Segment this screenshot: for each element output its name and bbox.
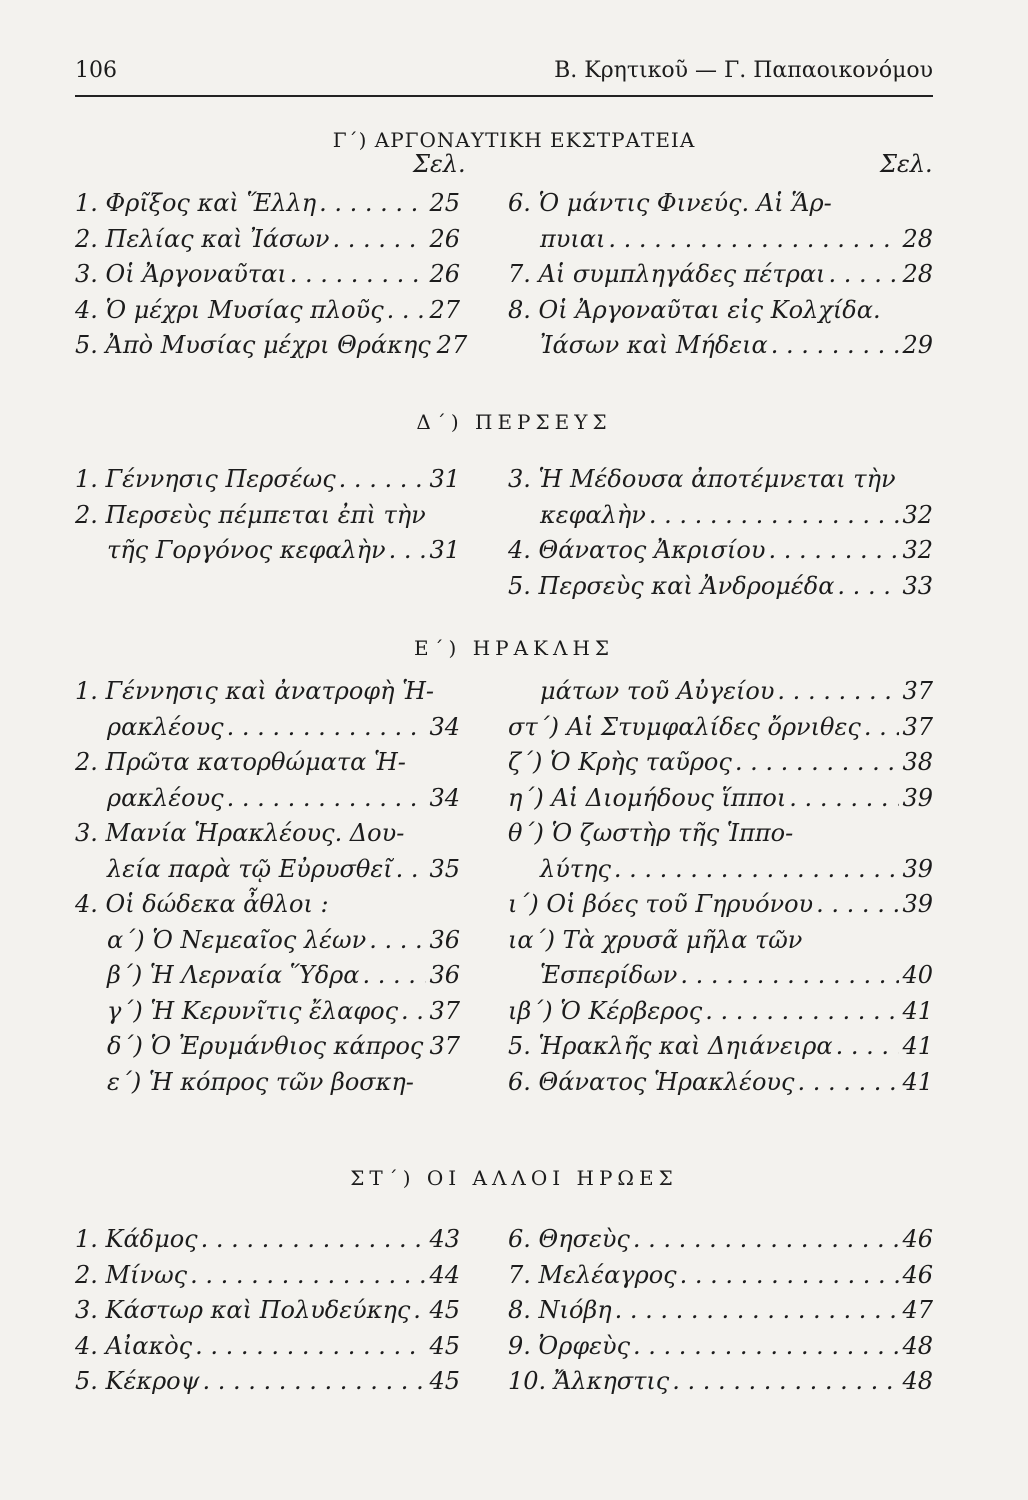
toc-entry-page-number: 32 (902, 536, 933, 564)
toc-entry-page-number: 48 (902, 1331, 933, 1360)
dot-leader (227, 781, 427, 817)
toc-entry-title: 3. Ἡ Μέδουσα ἀποτέμνεται τὴν (508, 465, 896, 493)
toc-entry (508, 923, 933, 959)
toc-entry-title: 2. Πελίας καὶ Ἰάσων (75, 224, 330, 253)
toc-entry-title: 6. Ὁ μάντις Φινεύς. Αἱ Ἅρ- (508, 189, 832, 217)
toc-entry (508, 1222, 933, 1258)
toc-column-right (508, 1222, 933, 1400)
toc-entry-title: στ΄) Αἱ Στυμφαλίδες ὄρνιθες (508, 712, 861, 741)
toc-entry (508, 222, 933, 258)
toc-entry (75, 852, 460, 888)
toc-entry-page-number: 40 (902, 961, 933, 989)
toc-entry (508, 816, 933, 852)
toc-entry-title: τῆς Γοργόνος κεφαλὴν (107, 536, 386, 564)
toc-entry-page-number: 39 (902, 890, 933, 918)
dot-leader (201, 1222, 427, 1258)
section-title-delta: Δ΄) ΠΕΡΣΕΥΣ (416, 410, 612, 434)
toc-entry-page-number: 37 (429, 1032, 460, 1060)
dot-leader (768, 533, 899, 569)
toc-column-left (75, 1222, 460, 1400)
dot-leader (789, 781, 899, 817)
running-header-author: Β. Κρητικοῦ — Γ. Παπαοικονόμου (554, 58, 933, 83)
dot-leader (633, 1329, 899, 1365)
toc-entry-title: 1. Γέννησις καὶ ἀνατροφὴ Ἡ- (75, 677, 435, 705)
toc-entry (508, 257, 933, 293)
toc-entry (75, 533, 460, 569)
dot-leader (777, 674, 899, 710)
toc-entry-title: 5. Ἡρακλῆς καὶ Δηιάνειρα (508, 1032, 833, 1060)
toc-entry-title: 1. Γέννησις Περσέως (75, 465, 336, 493)
toc-entry-page-number: 41 (902, 1067, 933, 1096)
toc-entry (508, 781, 933, 817)
toc-entry-title: 4. Αἰακὸς (75, 1331, 193, 1360)
dot-leader (837, 569, 899, 605)
toc-entry-page-number: 31 (429, 465, 460, 493)
toc-entry (508, 994, 933, 1030)
header-rule (75, 95, 933, 97)
dot-leader (797, 1065, 899, 1101)
toc-entry-page-number: 45 (429, 1296, 460, 1324)
toc-entry-title: πυιαι (540, 224, 606, 253)
toc-entry-page-number: 34 (429, 712, 460, 741)
dot-leader (828, 257, 899, 293)
dot-leader (649, 498, 900, 534)
toc-entry-page-number: 45 (429, 1331, 460, 1360)
toc-entry-page-number: 28 (902, 224, 933, 253)
toc-entry (508, 710, 933, 746)
toc-entry-title: Ἰάσων καὶ Μήδεια (540, 331, 768, 359)
toc-entry (508, 1329, 933, 1365)
toc-entry-page-number: 29 (902, 331, 933, 359)
toc-entry (508, 1065, 933, 1101)
toc-entry-page-number: 37 (902, 677, 933, 705)
toc-entry-page-number: 28 (902, 260, 933, 288)
toc-entry-page-number: 32 (902, 500, 933, 529)
toc-entry (75, 1258, 460, 1294)
dot-leader (332, 222, 426, 258)
toc-entry-title: 1. Φρῖξος καὶ Ἕλλη (75, 189, 317, 217)
toc-entry (508, 569, 933, 605)
toc-entry (508, 1364, 933, 1400)
toc-entry-title: 9. Ὀρφεὺς (508, 1331, 631, 1360)
toc-entry (75, 293, 460, 329)
toc-entry-page-number: 36 (429, 925, 460, 954)
toc-entry-title: ια΄) Τὰ χρυσᾶ μῆλα τῶν (508, 925, 803, 954)
toc-entry-title: α΄) Ὁ Νεμεαῖος λέων (107, 925, 367, 954)
toc-entry-page-number: 48 (902, 1367, 933, 1395)
dot-leader (202, 1364, 426, 1400)
dot-leader (227, 710, 427, 746)
toc-entry-title: 4. Οἱ δώδεκα ἆθλοι : (75, 890, 329, 918)
toc-entry (75, 1065, 460, 1101)
toc-entry (75, 186, 460, 222)
toc-entry-page-number: 45 (429, 1367, 460, 1395)
toc-entry-page-number: 43 (429, 1225, 460, 1253)
toc-entry-title: 2. Περσεὺς πέμπεται ἐπὶ τὴν (75, 500, 426, 529)
toc-entry (75, 498, 460, 534)
dot-leader (836, 1029, 900, 1065)
dot-leader (401, 994, 426, 1030)
toc-entry-page-number: 38 (902, 748, 933, 776)
toc-entry (75, 710, 460, 746)
toc-entry-page-number: 46 (902, 1225, 933, 1253)
toc-entry-title: 4. Ὁ μέχρι Μυσίας πλοῦς (75, 295, 384, 324)
toc-entry-title: λύτης (540, 854, 611, 883)
toc-entry-title: 6. Θάνατος Ἡρακλέους (508, 1067, 795, 1096)
column-heading-page-right: Σελ. (880, 150, 933, 178)
toc-entry (75, 222, 460, 258)
toc-entry-title: μάτων τοῦ Αὐγείου (540, 677, 775, 705)
toc-entry (508, 958, 933, 994)
toc-entry-page-number: 26 (429, 224, 460, 253)
toc-entry-page-number: 34 (429, 783, 460, 812)
toc-entry-page-number: 41 (902, 996, 933, 1025)
toc-entry (508, 745, 933, 781)
toc-entry-title: 10. Ἄλκηστις (508, 1367, 670, 1395)
toc-entry-page-number: 37 (902, 712, 933, 741)
dot-leader (363, 958, 427, 994)
dot-leader (614, 852, 900, 888)
toc-entry-title: ρακλέους (107, 783, 224, 812)
toc-entry-page-number: 46 (902, 1260, 933, 1289)
toc-entry (508, 852, 933, 888)
dot-leader (195, 1329, 426, 1365)
dot-leader (615, 1293, 900, 1329)
toc-entry (75, 887, 460, 923)
toc-entry-title: 5. Κέκροψ (75, 1367, 200, 1395)
toc-entry-title: 2. Μίνως (75, 1260, 188, 1289)
toc-entry-title: 8. Οἱ Ἀργοναῦται εἰς Κολχίδα. (508, 295, 881, 324)
dot-leader (339, 462, 427, 498)
dot-leader (389, 533, 427, 569)
toc-entry-title: 3. Οἱ Ἀργοναῦται (75, 260, 287, 288)
dot-leader (190, 1258, 426, 1294)
toc-entry (75, 257, 460, 293)
toc-entry-title: θ΄) Ὁ ζωστὴρ τῆς Ἱππο- (508, 819, 794, 847)
dot-leader (771, 328, 900, 364)
toc-entry (508, 328, 933, 364)
toc-entry-title: ι΄) Οἱ βόες τοῦ Γηρυόνου (508, 890, 814, 918)
toc-entry (508, 293, 933, 329)
toc-column-left (75, 186, 468, 364)
toc-entry (508, 887, 933, 923)
toc-entry (75, 462, 460, 498)
toc-entry (75, 816, 460, 852)
toc-entry-page-number: 31 (429, 536, 460, 564)
toc-entry-title: ζ΄) Ὁ Κρὴς ταῦρος (508, 748, 732, 776)
toc-entry-title: λεία παρὰ τῷ Εὐρυσθεῖ (107, 854, 393, 883)
toc-entry-page-number: 39 (902, 783, 933, 812)
dot-leader (369, 923, 426, 959)
toc-entry-title: 2. Πρῶτα κατορθώματα Ἡ- (75, 748, 406, 776)
toc-entry-page-number: 27 (436, 331, 468, 359)
toc-entry (75, 674, 460, 710)
toc-entry-title: 3. Κάστωρ καὶ Πολυδεύκης (75, 1296, 411, 1324)
toc-entry-title: 3. Μανία Ἡρακλέους. Δου- (75, 819, 405, 847)
toc-entry (75, 781, 460, 817)
toc-entry-page-number: 36 (429, 961, 460, 989)
toc-column-right (508, 674, 933, 1100)
toc-entry-title: η΄) Αἱ Διομήδους ἵπποι (508, 783, 787, 812)
toc-column-left (75, 674, 460, 1100)
toc-entry-page-number: 33 (902, 571, 933, 600)
toc-entry (508, 674, 933, 710)
dot-leader (672, 1364, 899, 1400)
toc-entry-title: ιβ΄) Ὁ Κέρβερος (508, 996, 703, 1025)
toc-entry (508, 1029, 933, 1065)
toc-entry-title: ε΄) Ἡ κόπρος τῶν βοσκη- (107, 1067, 414, 1096)
dot-leader (816, 887, 899, 923)
toc-entry-page-number: 39 (902, 854, 933, 883)
toc-entry-title: κεφαλὴν (540, 500, 646, 529)
dot-leader (319, 186, 426, 222)
toc-entry-page-number: 44 (429, 1260, 460, 1289)
section-title-epsilon: Ε΄) ΗΡΑΚΛΗΣ (413, 636, 615, 660)
toc-column-right (508, 186, 933, 364)
toc-entry-page-number: 37 (429, 996, 460, 1025)
section-title-stigma: ΣΤ΄) ΟΙ ΑΛΛΟΙ ΗΡΩΕΣ (350, 1166, 678, 1190)
toc-entry-title: 6. Θησεὺς (508, 1225, 630, 1253)
page-number: 106 (75, 58, 117, 83)
dot-leader (705, 994, 899, 1030)
section-title-gamma: Γ΄) ΑΡΓΟΝΑΥΤΙΚΗ ΕΚΣΤΡΑΤΕΙΑ (332, 128, 696, 152)
toc-entry (508, 498, 933, 534)
toc-entry-page-number: 41 (902, 1032, 933, 1060)
toc-entry (75, 1222, 460, 1258)
toc-entry-page-number: 26 (429, 260, 460, 288)
dot-leader (387, 293, 427, 329)
toc-entry-title: 7. Μελέαγρος (508, 1260, 677, 1289)
toc-entry (508, 186, 933, 222)
toc-entry-title: 7. Αἱ συμπληγάδες πέτραι (508, 260, 826, 288)
toc-entry (508, 462, 933, 498)
toc-entry-title: Ἑσπερίδων (540, 961, 678, 989)
dot-leader (680, 1258, 900, 1294)
toc-entry (75, 923, 460, 959)
toc-entry-title: 8. Νιόβη (508, 1296, 612, 1324)
dot-leader (413, 1293, 426, 1329)
toc-entry (508, 533, 933, 569)
toc-entry-title: δ΄) Ὁ Ἐρυμάνθιος κάπρος (107, 1032, 424, 1060)
toc-entry-title: 5. Ἀπὸ Μυσίας μέχρι Θράκης (75, 331, 431, 359)
toc-entry (75, 1293, 460, 1329)
toc-entry (75, 1029, 460, 1065)
toc-entry-page-number: 27 (429, 295, 460, 324)
toc-entry (75, 958, 460, 994)
toc-entry (75, 1329, 460, 1365)
toc-entry-page-number: 35 (429, 854, 460, 883)
toc-entry-title: γ΄) Ἡ Κερυνῖτις ἔλαφος (107, 996, 399, 1025)
toc-entry-title: 4. Θάνατος Ἀκρισίου (508, 536, 766, 564)
dot-leader (864, 710, 900, 746)
dot-leader (396, 852, 427, 888)
toc-entry-title: 5. Περσεὺς καὶ Ἀνδρομέδα (508, 571, 835, 600)
dot-leader (735, 745, 900, 781)
toc-entry-title: 1. Κάδμος (75, 1225, 198, 1253)
toc-entry-title: β΄) Ἡ Λερναία Ὕδρα (107, 961, 360, 989)
dot-leader (633, 1222, 900, 1258)
toc-column-left (75, 462, 460, 569)
dot-leader (608, 222, 899, 258)
toc-entry-title: ρακλέους (107, 712, 224, 741)
toc-entry (75, 994, 460, 1030)
toc-entry (508, 1293, 933, 1329)
column-heading-page-left: Σελ. (413, 150, 466, 178)
toc-entry (508, 1258, 933, 1294)
dot-leader (290, 257, 427, 293)
toc-column-right (508, 462, 933, 604)
toc-entry (75, 328, 468, 364)
toc-entry-page-number: 25 (429, 189, 460, 217)
dot-leader (680, 958, 899, 994)
toc-entry (75, 745, 460, 781)
toc-entry (75, 1364, 460, 1400)
toc-entry-page-number: 47 (902, 1296, 933, 1324)
